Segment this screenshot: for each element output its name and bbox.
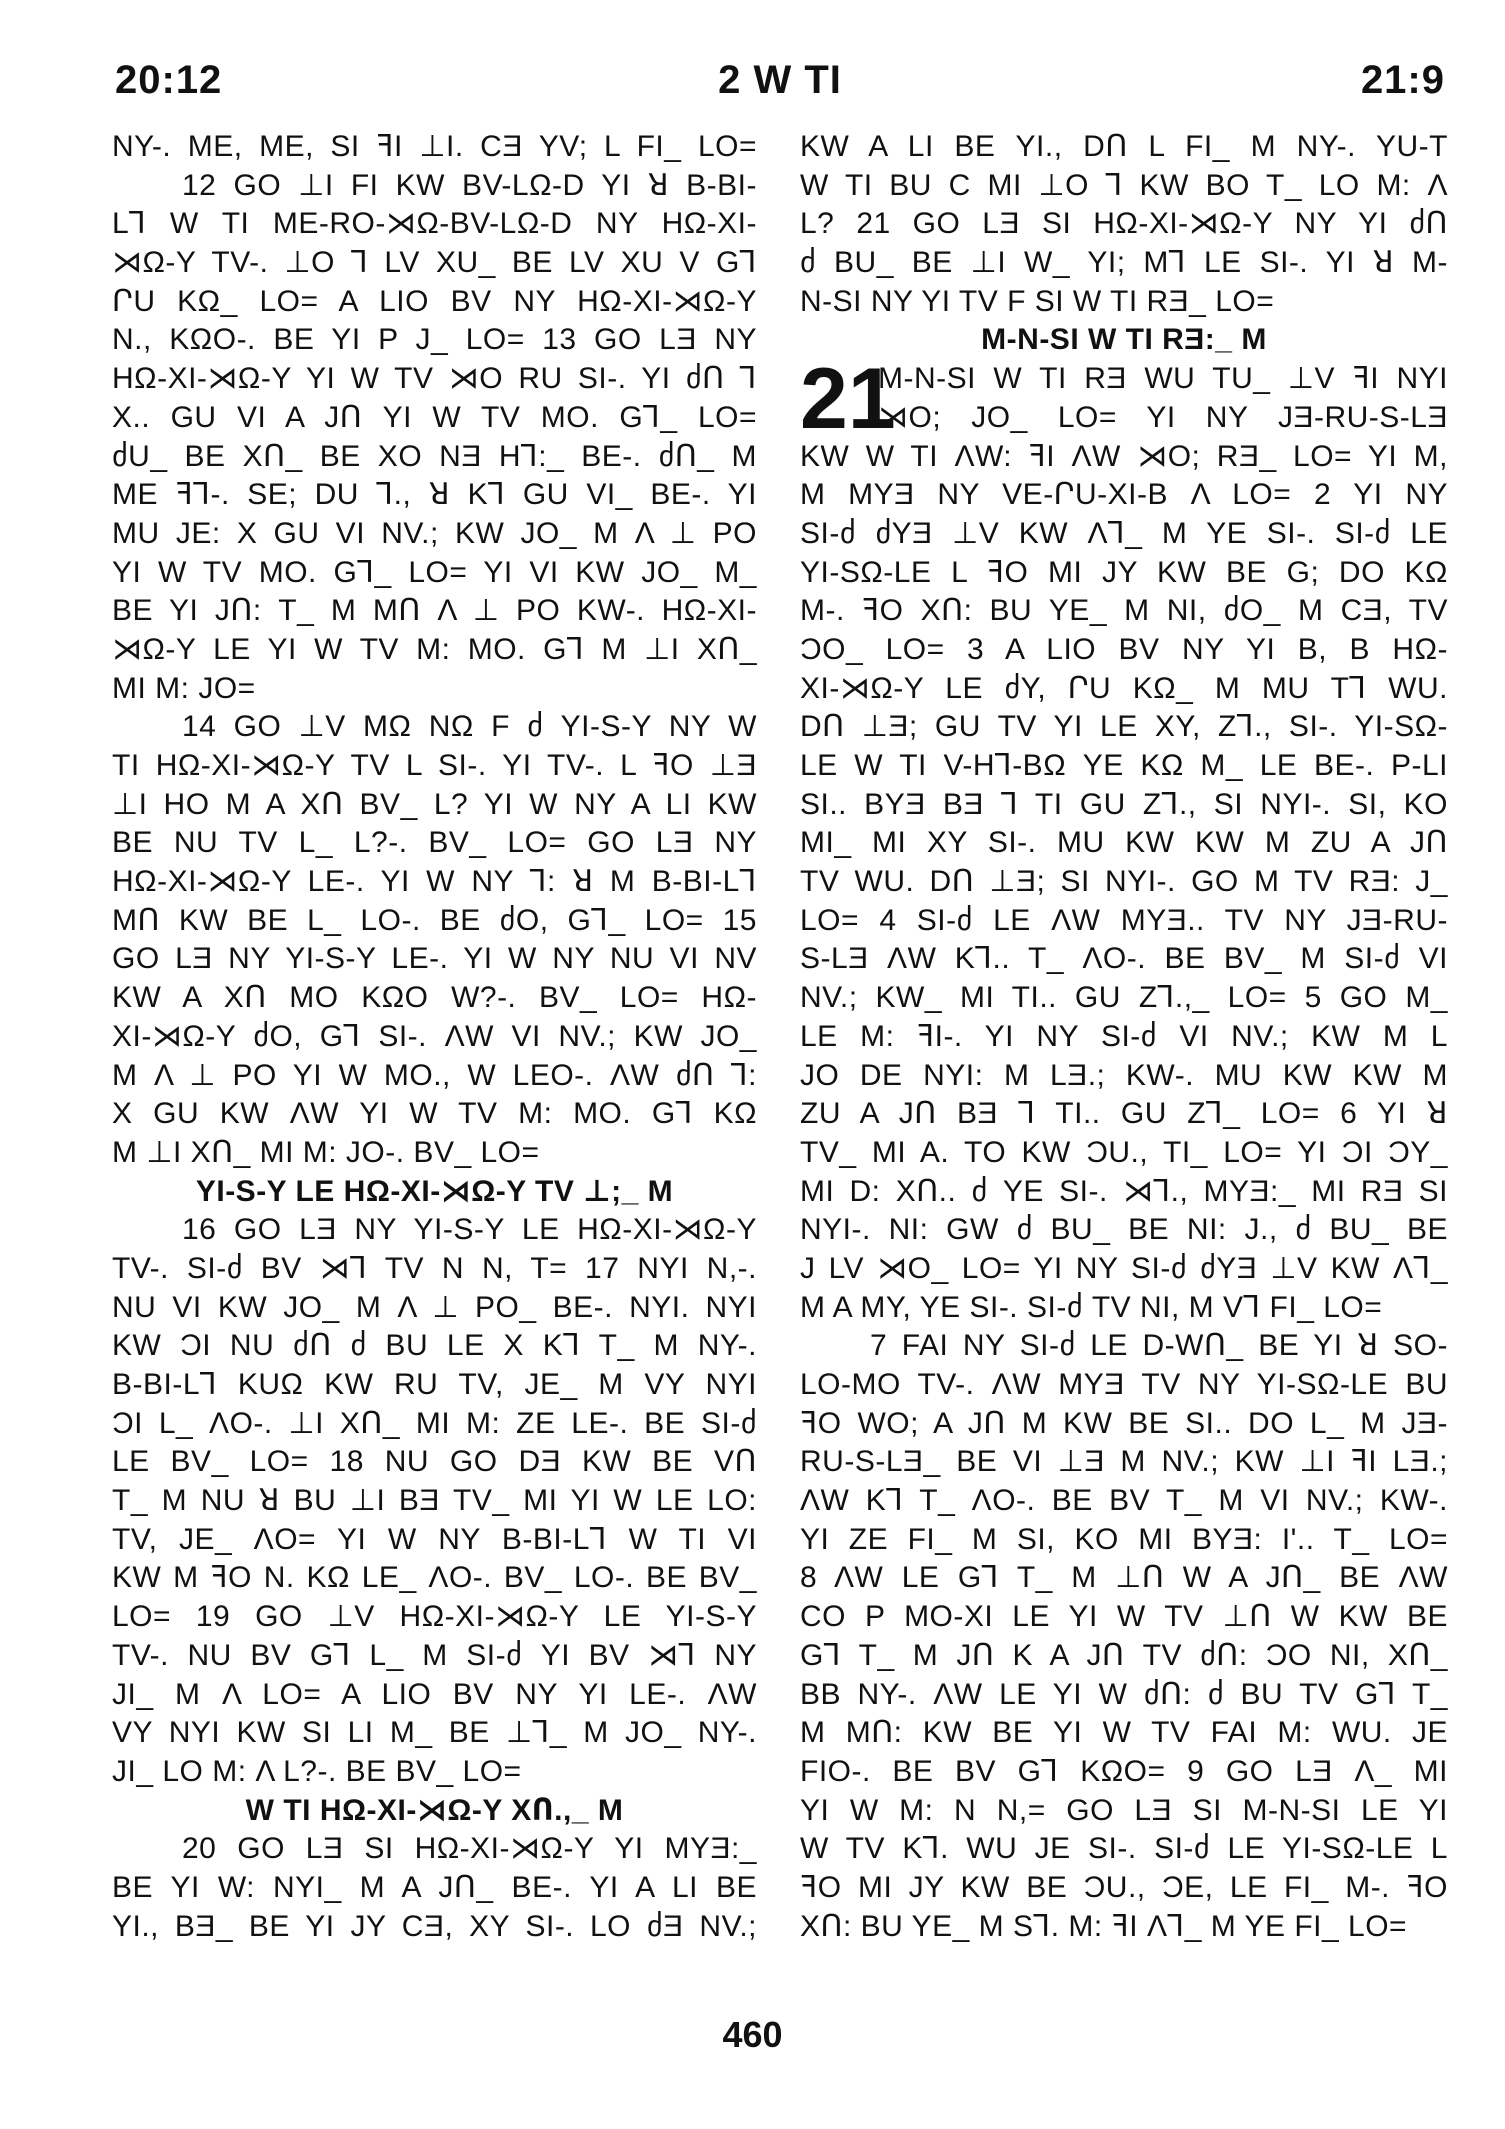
text-line: ꟻO WO; A JՈ M KW BE SI.. DO L_ M JƎ-: [800, 1406, 1448, 1440]
text-line: NYI-. NI: GW ძ BU_ BE NI: J., ძ BU_ BE: [800, 1213, 1448, 1247]
text-line: YI., BƎ_ BE YI JY CƎ, XY SI-. LO ძƎ NV.;: [112, 1909, 757, 1943]
text-line: T_ M NU ꓤ BU ⊥I BƎ TV_ MI YI W LE LO:: [112, 1484, 757, 1518]
text-line: KW ƆI NU ძՈ ძ BU LE X K⅂ T_ M NY-.: [112, 1329, 757, 1363]
text-line: JI_ LO M: Λ L?-. BE BV_ LO=: [112, 1754, 522, 1788]
text-line: M A MY, YE SI-. SI-ძ TV NI, M V⅂ FI_ LO=: [800, 1290, 1383, 1324]
text-line: 12 GO ⊥I FI KW BV-LΩ-D YI ꓤ B-BI-: [182, 168, 757, 202]
text-line: ძ BU_ BE ⊥I W_ YI; M⅂ LE SI-. YI ꓤ M-: [800, 246, 1448, 280]
text-line: KW A XՈ MO KΩO W?-. BV_ LO= HΩ-: [112, 981, 757, 1015]
book-title: 2 W TI: [718, 58, 842, 102]
text-line: ZU A JՈ BƎ ⅂ TI.. GU Z⅂_ LO= 6 YI ꓤ: [800, 1097, 1448, 1131]
text-line: ƆI L_ ΛO-. ⊥I XՈ_ MI M: ZE LE-. BE SI-ძ: [112, 1406, 757, 1440]
text-line: L? 21 GO LƎ SI HΩ-XI-⋊Ω-Y NY YI ძՈ: [800, 207, 1448, 241]
text-line: TV WU. DՈ ⊥Ǝ; SI NYI-. GO M TV RƎ: J_: [800, 865, 1448, 899]
text-line: KW A LI BE YI., DՈ L FI_ M NY-. YU-T: [800, 130, 1448, 163]
text-line: 7 FAI NY SI-ძ LE D-WՈ_ BE YI ꓤ SO-: [870, 1329, 1448, 1363]
text-line: TV-. NU BV G⅂ L_ M SI-ძ YI BV ⋊⅂ NY: [112, 1638, 757, 1672]
text-line: MI_ MI XY SI-. MU KW KW M ZU A JՈ: [800, 826, 1448, 860]
text-line: M-. ꟻO XՈ: BU YE_ M NI, ძO_ M CƎ, TV: [800, 594, 1448, 628]
text-line: MU JE: X GU VI NV.; KW JO_ M Λ ⊥ PO: [112, 516, 757, 550]
running-header: [115, 58, 1445, 118]
text-line: J LV ⋊O_ LO= YI NY SI-ძ ძYƎ ⊥V KW Λ⅂_: [800, 1251, 1448, 1285]
chapter-opening: [800, 351, 1448, 448]
text-line: LE M: ꟻI-. YI NY SI-ძ VI NV.; KW M L: [800, 1019, 1448, 1053]
text-line: TV_ MI A. TO KW ƆU., TI_ LO= YI ƆI ƆY_: [800, 1135, 1448, 1169]
text-line: LO-MO TV-. ΛW MYƎ TV NY YI-SΩ-LE BU: [800, 1368, 1448, 1401]
text-line: ΛW K⅂ T_ ΛO-. BE BV T_ M VI NV.; KW-.: [800, 1484, 1448, 1518]
text-line: W TV K⅂. WU JE SI-. SI-ძ LE YI-SΩ-LE L: [800, 1832, 1448, 1866]
chapter-number: 21: [800, 351, 896, 448]
text-line: HΩ-XI-⋊Ω-Y YI W TV ⋊O RU SI-. YI ძՈ ⅂: [112, 362, 757, 396]
left-chapter-verse-ref: 20:12: [115, 58, 223, 102]
text-line: TV-. SI-ძ BV ⋊⅂ TV N N, T= 17 NYI N,-.: [112, 1251, 757, 1285]
chapter-heading: M-N-SI W TI RƎ:_ M: [981, 323, 1267, 357]
text-line: DՈ ⊥Ǝ; GU TV YI LE XY, Z⅂., SI-. YI-SΩ-: [800, 710, 1448, 744]
text-line: XI-⋊Ω-Y ძO, G⅂ SI-. ΛW VI NV.; KW JO_: [112, 1019, 757, 1053]
text-line: W TI BU C MI ⊥O ⅂ KW BO T_ LO M: Λ: [800, 168, 1448, 202]
text-line: ⋊Ω-Y TV-. ⊥O ⅂ LV XU_ BE LV XU V G⅂: [112, 246, 757, 280]
text-line: TV, JE_ ΛO= YI W NY B-BI-L⅂ W TI VI: [112, 1522, 757, 1556]
text-line: NY-. ME, ME, SI ꟻI ⊥I. CƎ YV; L FI_ LO=: [112, 130, 757, 163]
text-line: N., KΩO-. BE YI P J_ LO= 13 GO LƎ NY: [112, 323, 757, 357]
text-line: 16 GO LƎ NY YI-S-Y LE HΩ-XI-⋊Ω-Y: [182, 1213, 757, 1247]
text-line: NV.; KW_ MI TI.. GU Z⅂.,_ LO= 5 GO M_: [800, 981, 1448, 1015]
text-line: KW W TI ΛW: ꟻI ΛW ⋊O; RƎ_ LO= YI M,: [800, 439, 1448, 473]
text-line: XI-⋊Ω-Y LE ძY, ՐU KΩ_ M MU T⅂ WU.: [800, 671, 1448, 705]
text-line: BB NY-. ΛW LE YI W ძՈ: ძ BU TV G⅂ T_: [800, 1677, 1448, 1711]
section-heading: W TI HΩ-XI-⋊Ω-Y XՈ.,_ M: [245, 1793, 624, 1827]
text-line: ՐU KΩ_ LO= A LIO BV NY HΩ-XI-⋊Ω-Y: [112, 284, 757, 318]
text-line: L⅂ W TI ME-RO-⋊Ω-BV-LΩ-D NY HΩ-XI-: [112, 207, 757, 241]
text-line: YI-SΩ-LE L ꟻO MI JY KW BE G; DO KΩ: [800, 555, 1448, 589]
text-line: KW M ꟻO N. KΩ LE_ ΛO-. BV_ LO-. BE BV_: [112, 1561, 757, 1595]
text-line: B-BI-L⅂ KUΩ KW RU TV, JE_ M VY NYI: [112, 1368, 757, 1401]
text-line: X.. GU VI A JՈ YI W TV MO. G⅂_ LO=: [112, 400, 757, 434]
text-line: 14 GO ⊥V MΩ NΩ F ძ YI-S-Y NY W: [182, 710, 757, 744]
text-line: YI W M: N N,= GO LƎ SI M-N-SI LE YI: [800, 1793, 1448, 1827]
text-line: NU VI KW JO_ M Λ ⊥ PO_ BE-. NYI. NYI: [112, 1290, 757, 1324]
text-line: LO= 4 SI-ძ LE ΛW MYƎ.. TV NY JƎ-RU-: [800, 903, 1448, 937]
text-line: ƆO_ LO= 3 A LIO BV NY YI B, B HΩ-: [800, 632, 1448, 666]
left-text-column: [112, 128, 757, 1946]
text-line: LE W TI V-H⅂-BΩ YE KΩ M_ LE BE-. P-LI: [800, 749, 1448, 782]
text-line: ⊥I HO M A XՈ BV_ L? YI W NY A LI KW: [112, 787, 757, 821]
text-line: GO LƎ NY YI-S-Y LE-. YI W NY NU VI NV: [112, 942, 757, 976]
text-line: MՈ KW BE L_ LO-. BE ძO, G⅂_ LO= 15: [112, 903, 757, 937]
right-chapter-verse-ref: 21:9: [1360, 58, 1445, 102]
text-line: ⋊O; JO_ LO= YI NY JƎ-RU-S-LƎ: [878, 400, 1448, 434]
text-line: 20 GO LƎ SI HΩ-XI-⋊Ω-Y YI MYƎ:_: [182, 1832, 757, 1866]
text-line: MI D: XՈ.. ძ YE SI-. ⋊⅂., MYƎ:_ MI RƎ SI: [800, 1174, 1448, 1208]
section-heading: YI-S-Y LE HΩ-XI-⋊Ω-Y TV ⊥;_ M: [195, 1174, 674, 1208]
text-line: JI_ M Λ LO= A LIO BV NY YI LE-. ΛW: [112, 1677, 757, 1711]
right-text-column: [800, 128, 1448, 1946]
text-line: BE NU TV L_ L?-. BV_ LO= GO LƎ NY: [112, 826, 757, 860]
text-line: LO= 19 GO ⊥V HΩ-XI-⋊Ω-Y LE YI-S-Y: [112, 1600, 757, 1634]
text-line: M Λ ⊥ PO YI W MO., W LEO-. ΛW ძՈ ⅂:: [112, 1058, 757, 1092]
text-line: TI HΩ-XI-⋊Ω-Y TV L SI-. YI TV-. L ꟻO ⊥Ǝ: [112, 749, 757, 782]
text-line: JO DE NYI: M LƎ.; KW-. MU KW KW M: [800, 1058, 1448, 1092]
page-number: 460: [722, 2014, 783, 2055]
text-line: ⋊Ω-Y LE YI W TV M: MO. G⅂ M ⊥I XՈ_: [112, 632, 757, 666]
text-line: VY NYI KW SI LI M_ BE ⊥⅂_ M JO_ NY-.: [112, 1716, 757, 1750]
text-line: M MՈ: KW BE YI W TV FAI M: WU. JE: [800, 1716, 1448, 1750]
text-line: M MYƎ NY VE-ՐU-XI-B Λ LO= 2 YI NY: [800, 478, 1448, 512]
text-line: M ⊥I XՈ_ MI M: JO-. BV_ LO=: [112, 1135, 540, 1169]
text-line: SI.. BYƎ BƎ ⅂ TI GU Z⅂., SI NYI-. SI, KO: [800, 787, 1448, 821]
text-line: ME ꟻ⅂-. SE; DU ⅂., ꓤ K⅂ GU VI_ BE-. YI: [112, 478, 757, 512]
text-line: BE YI W: NYI_ M A JՈ_ BE-. YI A LI BE: [112, 1870, 757, 1904]
text-line: MI M: JO=: [112, 671, 256, 705]
text-line: 8 ΛW LE G⅂ T_ M ⊥Ո W A JՈ_ BE ΛW: [800, 1561, 1448, 1595]
text-line: HΩ-XI-⋊Ω-Y LE-. YI W NY ⅂: ꓤ M B-BI-L⅂: [112, 865, 757, 899]
text-line: S-LƎ ΛW K⅂.. T_ ΛO-. BE BV_ M SI-ძ VI: [800, 942, 1448, 976]
text-line: X GU KW ΛW YI W TV M: MO. G⅂ KΩ: [112, 1097, 757, 1131]
text-line: FIO-. BE BV G⅂ KΩO= 9 GO LƎ Λ_ MI: [800, 1754, 1448, 1788]
text-line: ꟻO MI JY KW BE ƆU., ƆE, LE FI_ M-. ꟻO: [800, 1870, 1448, 1904]
text-line: LE BV_ LO= 18 NU GO DƎ KW BE VՈ: [112, 1445, 757, 1479]
text-line: YI ZE FI_ M SI, KO MI BYƎ: I'.. T_ LO=: [800, 1522, 1448, 1556]
text-line: M-N-SI W TI RƎ WU TU_ ⊥V ꟻI NYI: [878, 362, 1448, 396]
text-line: N-SI NY YI TV F SI W TI RƎ_ LO=: [800, 284, 1275, 318]
text-line: SI-ძ ძYƎ ⊥V KW Λ⅂_ M YE SI-. SI-ძ LE: [800, 516, 1448, 550]
text-line: ძU_ BE XՈ_ BE XO NƎ H⅂:_ BE-. ძՈ_ M: [112, 439, 757, 473]
text-line: XՈ: BU YE_ M S⅂. M: ꟻI Λ⅂_ M YE FI_ LO=: [800, 1909, 1408, 1943]
text-line: RU-S-LƎ_ BE VI ⊥Ǝ M NV.; KW ⊥I ꟻI LƎ.;: [800, 1445, 1448, 1479]
text-line: CO P MO-XI LE YI W TV ⊥Ո W KW BE: [800, 1600, 1448, 1634]
text-line: BE YI JՈ: T_ M MՈ Λ ⊥ PO KW-. HΩ-XI-: [112, 594, 757, 628]
chapter-first-lines: [878, 360, 1448, 437]
text-line: G⅂ T_ M JՈ K A JՈ TV ძՈ: ƆO NI, XՈ_: [800, 1638, 1448, 1672]
text-line: YI W TV MO. G⅂_ LO= YI VI KW JO_ M_: [112, 555, 757, 589]
